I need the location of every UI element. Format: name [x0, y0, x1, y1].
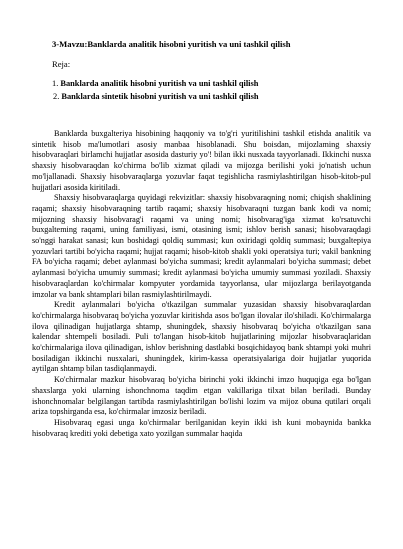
paragraph: Banklarda buxgalteriya hisobining haqqoniy va to'g'ri yuritilishini tashkil etishda analitik va sintetik hisob ma'lumotlari asosiy manbaa hisoblanadi. Shu boisdan, mijozlaming shaxsiy hisobvaraqlari birlamchi hujjatlar asosida dasturiy yo'! bilan ikki nusxada tayyorlanadi. Ikkinchi nusxa shaxsiy hisobvaraqdan ko'chirma bo'lib xizmat qiladi va mijozga berilishi yoki jo'natish uchun mo'ljallanadi. Shaxsiy hisobvaraqlarga yozuvlar faqat tegishlicha rasmiylashtirilgan hisob-kitob-pul hujjatlari asosida kiritiladi.: [32, 129, 371, 192]
plan-heading: Reja:: [52, 59, 71, 69]
plan-item-number: 2.: [53, 91, 62, 101]
plan-item-text: Banklarda sintetik hisobni yuritish va uni tashkil qilish: [61, 91, 259, 101]
body-text: [32, 129, 371, 439]
paragraph: Hisobvaraq egasi unga ko'chirmalar berilganidan keyin ikki ish kuni mobaynida bankka hisobvaraq krediti yoki debetiga xato yozilgan summalar haqida: [32, 417, 371, 438]
plan-item-number: 1.: [52, 79, 61, 88]
document-title: 3-Mavzu:Banklarda analitik hisobni yuritish va uni tashkil qilish: [52, 39, 291, 49]
paragraph: Ko'chirmalar mazkur hisobvaraq bo'yicha birinchi yoki ikkinchi imzo huquqiga ega bo'lgan shaxslarga yoki ularning ishonchnoma taqdim etgan vakillariga tilxat bilan beriladi. Bunday ishonchnomalar belgilangan tartibda rasmiylashtirilgan bo'lishi lozim va mijoz obuna qutilari orqali ariza topshirganda esa, ko'chirmalar imzosiz beriladi.: [32, 375, 371, 417]
plan-item: [52, 91, 259, 104]
plan-list: [52, 78, 259, 103]
paragraph: Shaxsiy hisobvaraqlarga quyidagi rekvizitlar: shaxsiy hisobvaraqning nomi; chiqish shaklining raqami; shaxsiy hisobvaraqning tartib raqami; shaxsiy hisobvaraqni tuzgan bank kodi va nomi; mijozning shaxsiy hisobvarag'i raqami va uning nomi; hisobvarag'iga xizmat ko'rsatuvchi buxgalteming raqami, uning familiyasi, ismi, otasining ismi; ishlov berish sanasi; hisobvaraqdagi so'nggi harakat sanasi; kun boshidagi qoldiq summasi; kun oxiridagi qoldiq summasi; buxgaltepiya yozuvlari tartibi bo'yicha raqami; hujjat raqami; hisob-kitob shakli yoki operatsiya turi; vakil bankning FA bo'yicha raqami; debet aylanmasi bo'yicha summasi; kredit aylanmalari bo'yicha summasi; debet aylanmasi bo'yicha umumiy summasi; kredit aylanmasi bo'yicha umumiy summasi yoziladi. Shaxsiy hisobvaraqlardan ko'chirmalar kompyuter yordamida tayyorlansa, ular mijozlarga berilayotganda imzolar va bank shtamplari bilan rasmiylashtirilmaydi.: [32, 193, 371, 299]
plan-item: [52, 78, 259, 91]
paragraph: Kredit aylanmalari bo'yicha o'tkazilgan summalar yuzasidan shaxsiy hisobvaraqlardan ko'chirmalarga hisobvaraq bo'yicha yozuvlar kiritishda asos bo'lgan ilovalar ilo'shiladi. Ko'chirmalarga ilova qilinadigan hujjatlarga shtamp, shuningdek, shaxsiy hisobvaraq bo'yicha o'tkazilgan sana kalendar shtempeli bosiladi. Puli to'langan hisob-kitob hujjatlarining mijozlar hisobvaraqlaridan ko'chirmalariga ilova qilinadigan, ishlov berishning dastlabki bosqichidayoq bank shtampi yoki muhri bosiladigan ikkinchi nusxalari, shuningdek, kirim-kassa operatsiyalariga doir hujjatlar yuqorida aytilgan shtamp bilan tasdiqlanmaydi.: [32, 300, 371, 374]
plan-item-text: Banklarda analitik hisobni yuritish va uni tashkil qilish: [60, 79, 259, 88]
